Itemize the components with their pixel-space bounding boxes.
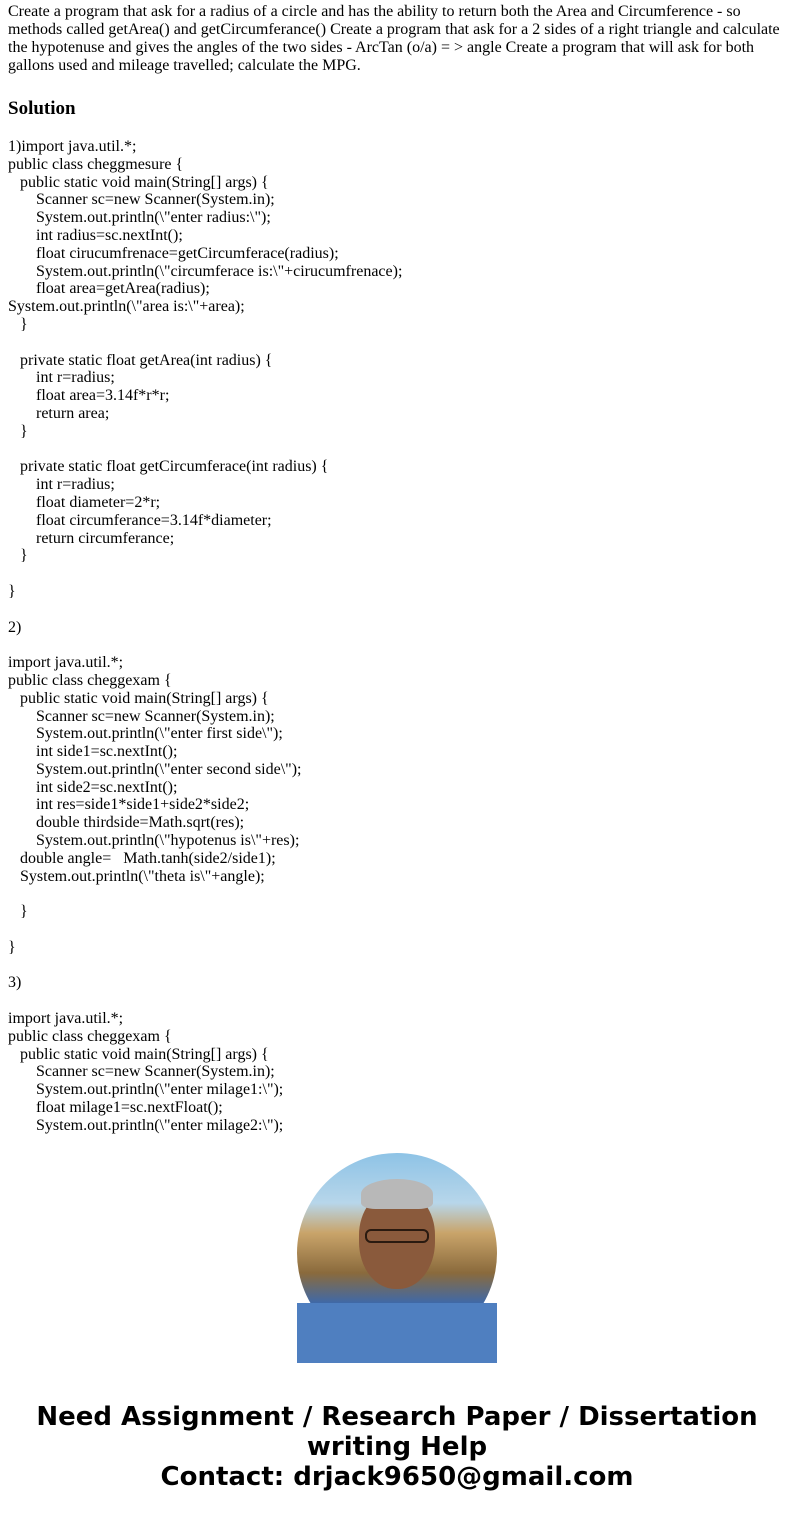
code-line: 1)import java.util.*; [8, 138, 137, 155]
code-line: double angle= Math.tanh(side2/side1); [8, 849, 276, 867]
avatar-hair [361, 1179, 433, 1209]
code-line: System.out.println(\"area is:\"+area); [8, 298, 245, 316]
code-line: } [8, 547, 28, 565]
code-line: public static void main(String[] args) { [8, 1045, 269, 1063]
code-line: int r=radius; [8, 369, 115, 387]
code-line [8, 957, 788, 975]
code-line: int side1=sc.nextInt(); [8, 743, 178, 761]
code-line: } [8, 422, 28, 440]
code-line: int r=radius; [8, 476, 115, 494]
code-line: System.out.println(\"enter first side\"); [8, 725, 283, 743]
code-line [8, 441, 788, 459]
code-line: import java.util.*; [8, 1010, 124, 1028]
code-line [8, 636, 788, 654]
avatar-shirt [297, 1303, 497, 1363]
code-line: } [8, 903, 28, 921]
code-line: double thirdside=Math.sqrt(res); [8, 814, 245, 832]
code-line: int radius=sc.nextInt(); [8, 226, 183, 244]
code-line: System.out.println(\"enter second side\"); [8, 760, 302, 778]
footer-line-2: writing Help [306, 1432, 488, 1462]
code-line: int side2=sc.nextInt(); [8, 778, 178, 796]
code-line: float milage1=sc.nextFloat(); [8, 1099, 223, 1117]
code-line: private static float getCircumferace(int radius) { [8, 458, 329, 476]
question-text: Create a program that ask for a radius of a circle and has the ability to return both the Area and Circumference - so methods called getArea() and getCircumferance() Create a program that ask for a 2 sides of a right triangle and calculate the hypotenuse and gives the angles of the two sides - ArcTan (o/a) = > angle Create a program that will ask for both gallons used and mileage travelled; calculate the MPG. [8, 3, 780, 74]
code-line: float area=getArea(radius); [8, 280, 210, 298]
code-line: } [8, 315, 28, 333]
code-line: System.out.println(\"circumferace is:\"+cirucumfrenace); [8, 262, 403, 280]
footer-line-1: Need Assignment / Research Paper / Dissertation [36, 1402, 758, 1432]
code-line [8, 885, 788, 903]
code-line: int res=side1*side1+side2*side2; [8, 796, 250, 814]
code-line: return area; [8, 404, 110, 422]
code-line: private static float getArea(int radius) { [8, 351, 273, 369]
code-line: public class cheggexam { [8, 671, 172, 689]
code-line [8, 992, 788, 1010]
code-line: float diameter=2*r; [8, 493, 161, 511]
code-line: return circumferance; [8, 529, 175, 547]
code-line: import java.util.*; [8, 654, 124, 672]
avatar-glasses [365, 1229, 429, 1243]
code-line: System.out.println(\"enter radius:\"); [8, 209, 271, 227]
code-line: System.out.println(\"hypotenus is\"+res); [8, 832, 300, 850]
code-line: Scanner sc=new Scanner(System.in); [8, 707, 275, 725]
solution-heading: Solution [8, 98, 76, 119]
code-line: float cirucumfrenace=getCircumferace(radius); [8, 244, 339, 262]
code-line: System.out.println(\"enter milage2:\"); [8, 1116, 284, 1134]
code-line: public static void main(String[] args) { [8, 173, 269, 191]
code-line: public class cheggmesure { [8, 155, 184, 173]
code-line [8, 921, 788, 939]
code-line: System.out.println(\"theta is\"+angle); [8, 867, 265, 885]
code-line: float circumferance=3.14f*diameter; [8, 511, 272, 529]
code-line [8, 601, 788, 619]
code-line: System.out.println(\"enter milage1:\"); [8, 1081, 284, 1099]
code-line: } [8, 938, 16, 956]
contact-footer [0, 1402, 794, 1492]
code-line: } [8, 582, 16, 600]
code-line: 3) [8, 974, 22, 992]
code-line: public static void main(String[] args) { [8, 689, 269, 707]
code-line: float area=3.14f*r*r; [8, 387, 170, 405]
footer-contact: Contact: drjack9650@gmail.com [160, 1462, 634, 1492]
code-line [8, 565, 788, 583]
code-line: public class cheggexam { [8, 1027, 172, 1045]
code-line [8, 334, 788, 352]
code-line: Scanner sc=new Scanner(System.in); [8, 191, 275, 209]
tutor-avatar-photo [297, 1153, 497, 1353]
code-line: Scanner sc=new Scanner(System.in); [8, 1063, 275, 1081]
code-line: 2) [8, 618, 22, 636]
solution-code [8, 138, 788, 1134]
